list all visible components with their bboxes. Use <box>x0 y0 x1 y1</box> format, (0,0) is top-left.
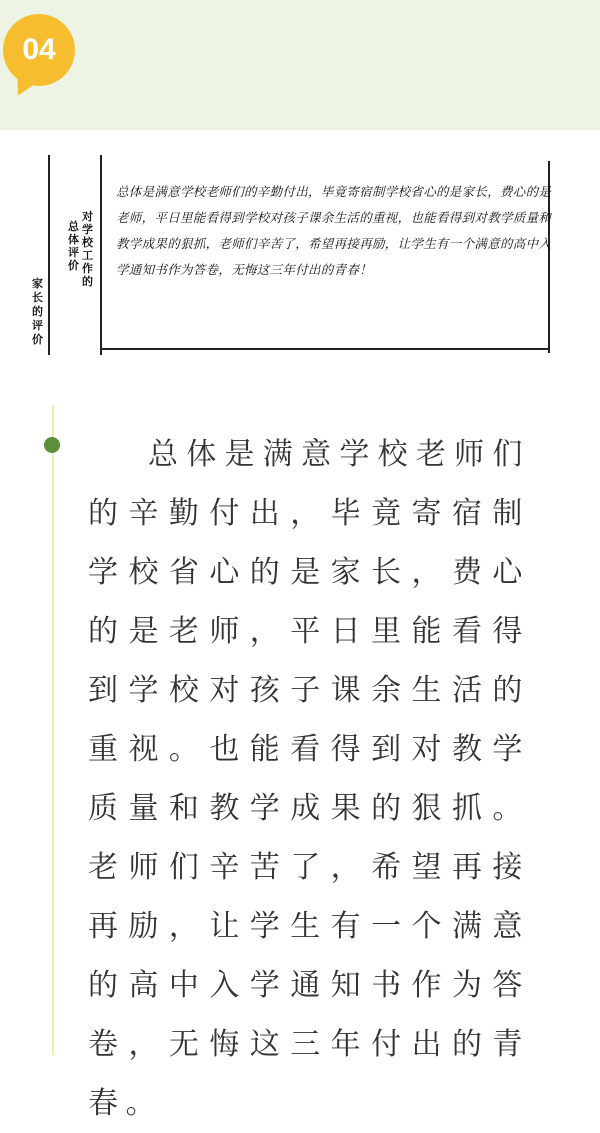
form-label-overall-evaluation: 总体评价 <box>68 220 79 272</box>
article-paragraph: 总体是满意学校老师们的辛勤付出，毕竟寄宿制学校省心的是家长，费心的是老师，平日里能看得到学校对孩子课余生活的重视。也能看得到对教学质量和教学成果的狠抓。老师们辛苦了，希望再接再励，让学生有一个满意的高中入学通知书作为答卷，无悔这三年付出的青春。 <box>88 437 530 1121</box>
section-header <box>0 0 600 130</box>
handwritten-comment: 总体是满意学校老师们的辛勤付出，毕竟寄宿制学校省心的是家长，费心的是老师，平日里能看得到学校对孩子课余生活的重视，也能看得到对教学质量和教学成果的狠抓，老师们辛苦了，希望再接再励，让学生有一个满意的高中入学通知书作为答卷，无悔这三年付出的青春！ <box>116 184 552 277</box>
form-border-left <box>48 155 50 355</box>
bullet-dot-icon <box>44 437 60 453</box>
section-number: 04 <box>22 33 56 66</box>
form-border-middle <box>100 155 102 355</box>
scanned-feedback-form <box>30 155 565 360</box>
form-border-bottom <box>102 348 550 350</box>
form-label-school-work: 对学校工作的 <box>82 210 93 288</box>
form-label-parent-evaluation: 家长的评价 <box>32 277 43 346</box>
decorative-vertical-rule <box>52 405 54 1055</box>
